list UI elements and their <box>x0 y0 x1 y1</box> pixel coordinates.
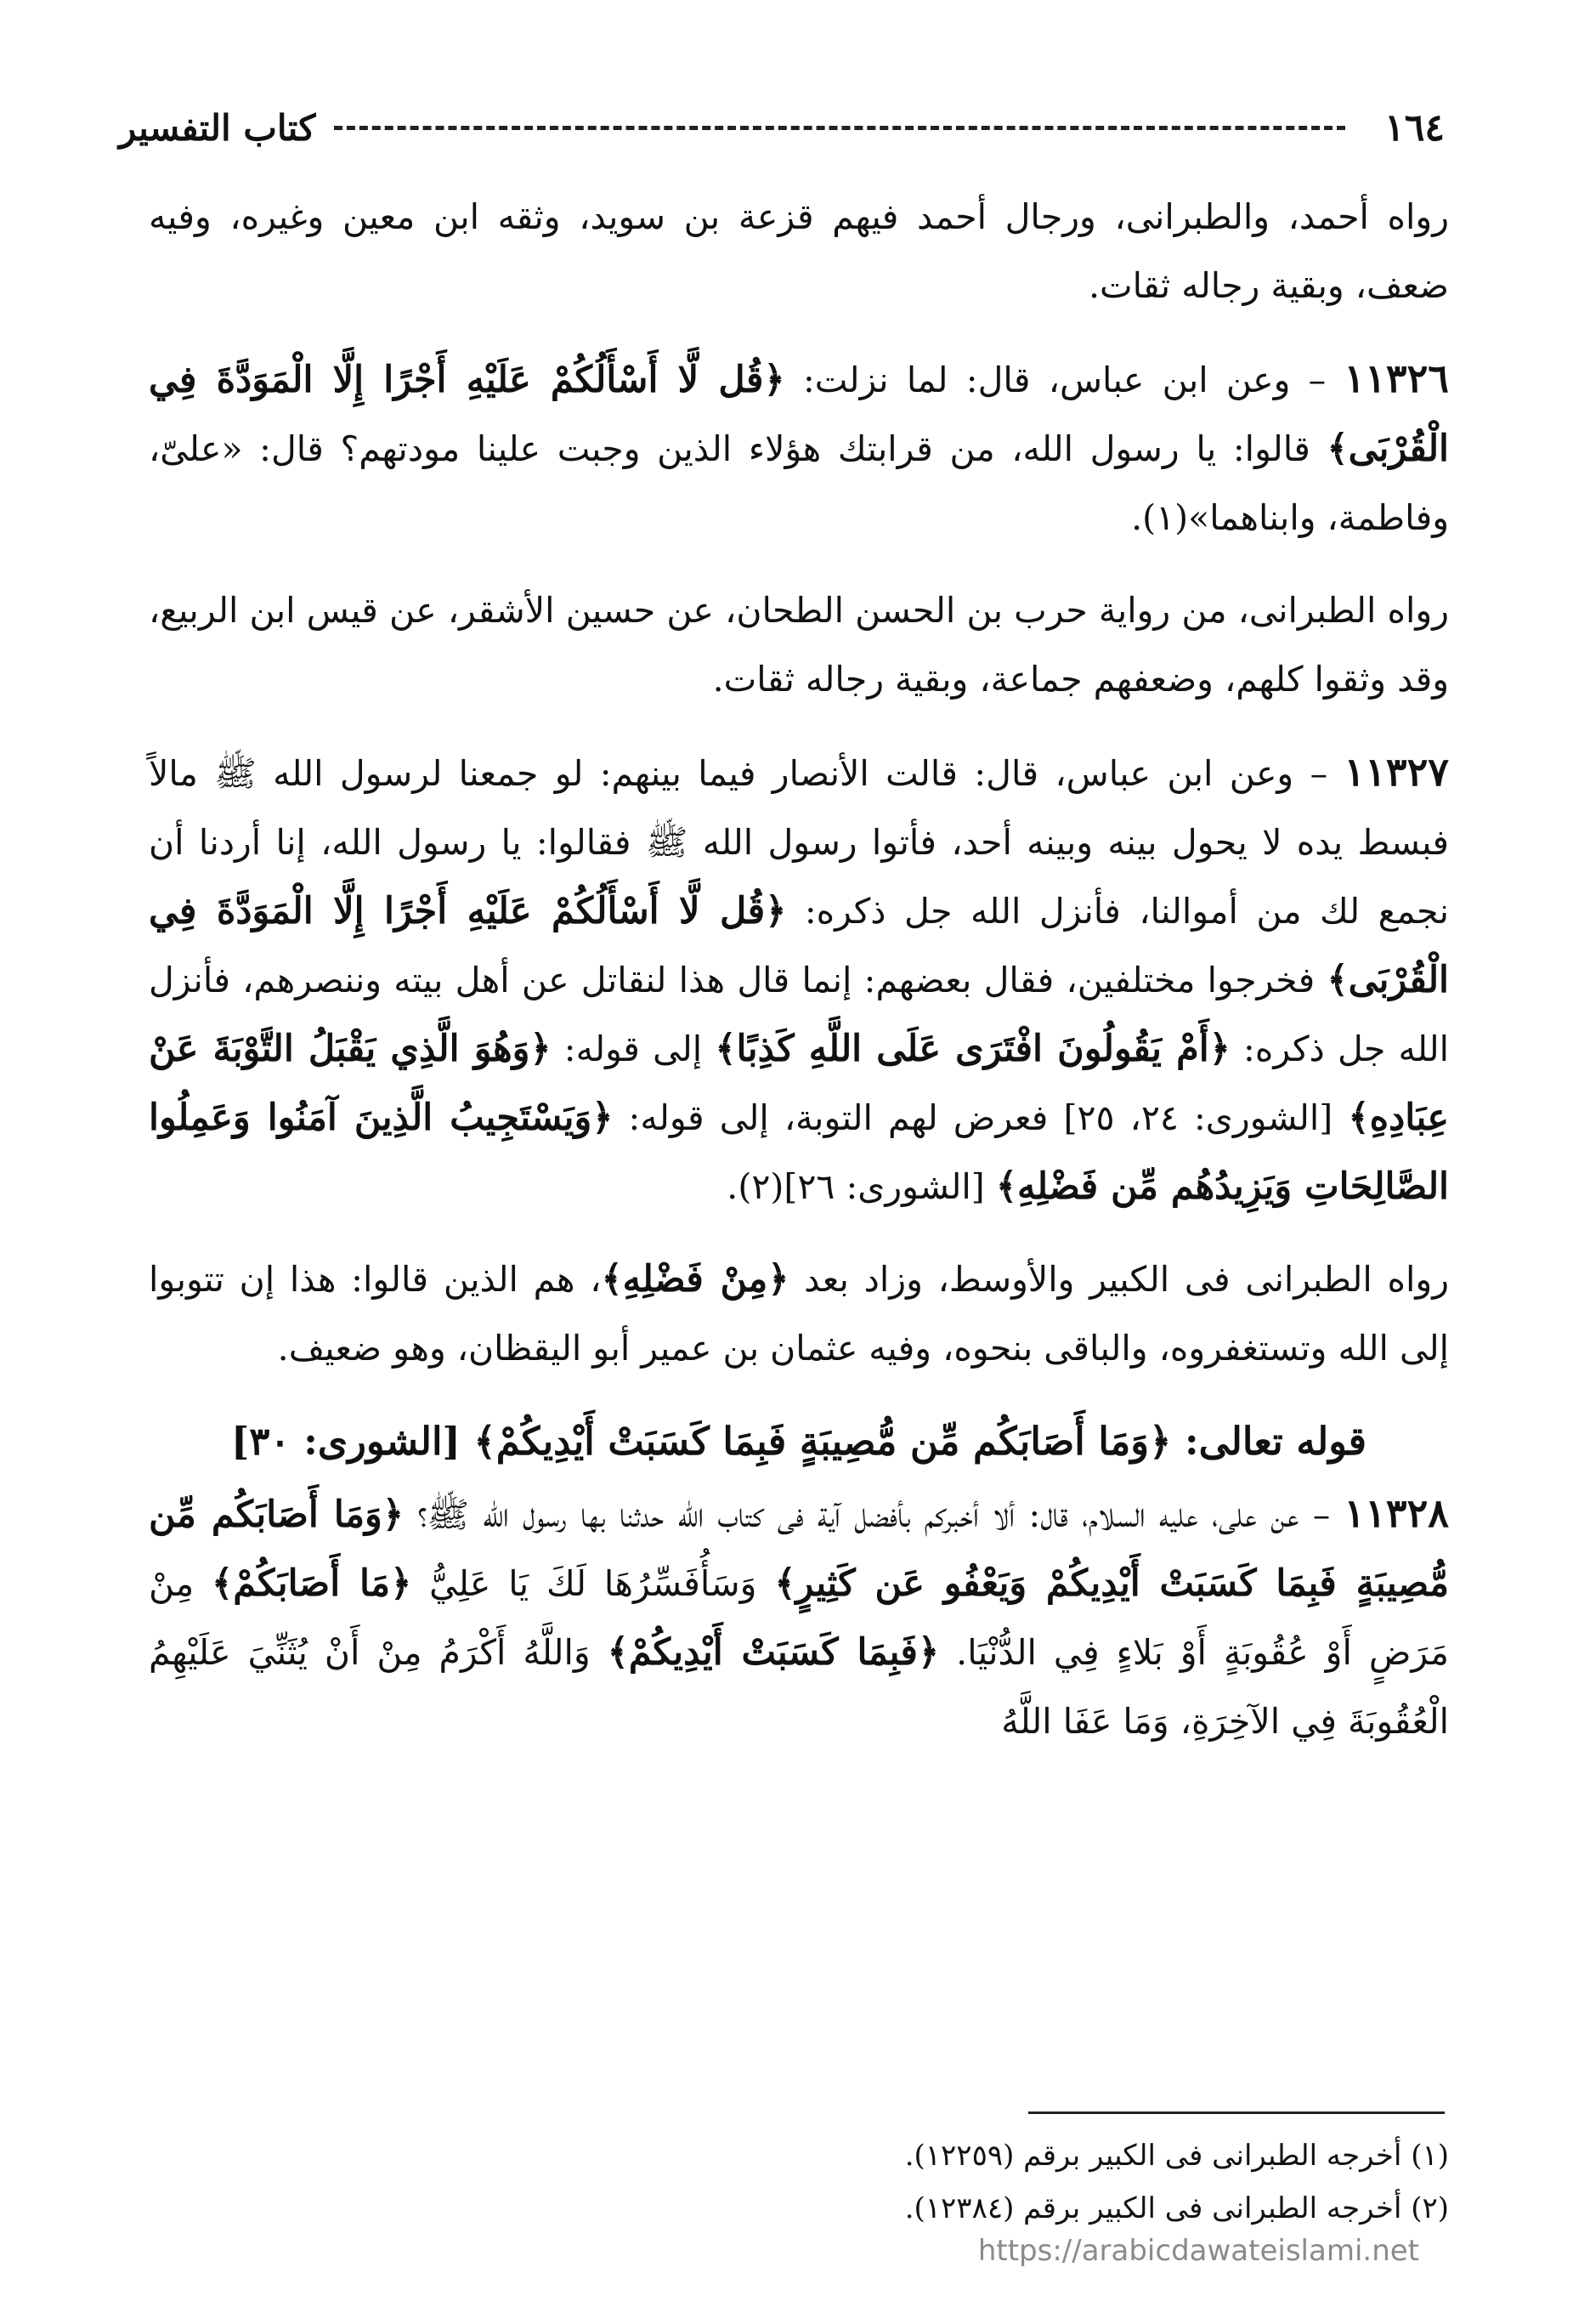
section-heading <box>149 1407 1449 1476</box>
hadith-number: ١١٣٢٧ <box>1344 749 1449 795</box>
hadith-text: وَاللَّهُ أَكْرَمُ مِنْ أَنْ يُثَنِّيَ عَلَيْهِمُ الْعُقُوبَةَ فِي الآخِرَةِ، وَمَا عَفَا اللَّهُ <box>149 1632 1449 1742</box>
quran-verse: ﴿أَمْ يَقُولُونَ افْتَرَى عَلَى اللَّهِ كَذِبًا﴾ <box>715 1028 1231 1070</box>
quran-verse: ﴿مَا أَصَابَكُمْ﴾ <box>212 1562 412 1605</box>
footnote-divider <box>1028 2111 1445 2114</box>
hadith-text: فخرجوا مختلفين، فقال بعضهم: إنما قال هذا لنقاتل عن أهل بيته وننصرهم، فأنزل الله جل ذكره: <box>149 960 1449 1069</box>
paragraph-narration-note <box>149 1245 1449 1383</box>
page-number: ١٦٤ <box>1384 105 1445 150</box>
footnote-2: (٢) أخرجه الطبرانى فى الكبير برقم (١٢٣٨٤). <box>904 2191 1449 2225</box>
watermark-url: https://arabicdawateislami.net <box>977 2234 1419 2268</box>
hadith-text: [الشورى: ٢٤، ٢٥] فعرض لهم التوبة، إلى قوله: <box>613 1097 1349 1138</box>
quran-verse: ﴿قُل لَّا أَسْأَلُكُمْ عَلَيْهِ أَجْرًا إِلَّا الْمَوَدَّةَ فِي الْقُرْبَى﴾ <box>149 890 1449 1001</box>
quran-verse: ﴿وَمَا أَصَابَكُم مِّن مُّصِيبَةٍ فَبِمَا كَسَبَتْ أَيْدِيكُمْ وَيَعْفُو عَن كَثِيرٍ﴾ <box>149 1494 1449 1605</box>
hadith-text: وَسَأُفَسِّرُهَا لَكَ يَا عَلِيُّ <box>411 1563 775 1604</box>
note-text: رواه الطبرانى فى الكبير والأوسط، وزاد بعد <box>789 1259 1450 1300</box>
hadith-text: إلى قوله: <box>551 1029 716 1069</box>
footnote-1: (١) أخرجه الطبرانى فى الكبير برقم (١٢٢٥٩). <box>904 2139 1449 2173</box>
quran-verse: ﴿وَمَا أَصَابَكُم مِّن مُّصِيبَةٍ فَبِمَا كَسَبَتْ أَيْدِيكُمْ﴾ <box>473 1419 1172 1464</box>
heading-text: قوله تعالى: <box>1171 1419 1367 1464</box>
hadith-text: – وعن ابن عباس، قال: لما نزلت: <box>784 360 1344 400</box>
hadith-text: – عن على، عليه السلام، قال: ألا أخبركم بأفضل آية فى كتاب الله حدثنا بها رسول الله ﷺ؟ <box>404 1494 1344 1535</box>
page-body <box>149 183 1449 1780</box>
hadith-text: [الشورى: ٢٦](٢). <box>727 1166 996 1207</box>
quran-verse: ﴿مِنْ فَضْلِهِ﴾ <box>601 1258 789 1301</box>
paragraph-narration-note: رواه الطبرانى، من رواية حرب بن الحسن الطحان، عن حسين الأشقر، عن قيس ابن الربيع، وقد وثقوا كلهم، وضعفهم جماعة، وبقية رجاله ثقات. <box>149 590 1449 700</box>
paragraph-narration-note: رواه أحمد، والطبرانى، ورجال أحمد فيهم قزعة بن سويد، وثقه ابن معين وغيره، وفيه ضعف، وبقية رجاله ثقات. <box>149 196 1449 306</box>
page-header <box>119 102 1445 153</box>
hadith-text: – وعن ابن عباس، قال: قالت الأنصار فيما بينهم: لو جمعنا لرسول الله ﷺ مالاً فبسط يده لا يحول بينه وبينه أحد، فأتوا رسول الله ﷺ فقالوا: يا رسول الله، إنا أردنا أن نجمع لك من أموالنا، فأنزل الله جل ذكره: <box>149 753 1449 932</box>
hadith-number: ١١٣٢٨ <box>1344 1490 1449 1536</box>
hadith-11327 <box>149 738 1449 1222</box>
hadith-11328 <box>149 1479 1449 1756</box>
hadith-text: قالوا: يا رسول الله، من قرابتك هؤلاء الذين وجبت علينا مودتهم؟ قال: «علىّ، وفاطمة، وابناهما»(١). <box>149 428 1449 538</box>
quran-verse: ﴿قُل لَّا أَسْأَلُكُمْ عَلَيْهِ أَجْرًا إِلَّا الْمَوَدَّةَ فِي الْقُرْبَى﴾ <box>149 359 1449 470</box>
heading-text: [الشورى: ٣٠] <box>230 1419 474 1464</box>
quran-verse: ﴿وَهُوَ الَّذِي يَقْبَلُ التَّوْبَةَ عَنْ عِبَادِهِ﴾ <box>149 1028 1449 1139</box>
hadith-text: مِنْ مَرَضٍ أَوْ عُقُوبَةٍ أَوْ بَلاءٍ فِي الدُّنْيَا. <box>149 1563 1449 1673</box>
hadith-number: ١١٣٢٦ <box>1344 355 1449 401</box>
book-title: كتاب التفسير <box>119 106 316 149</box>
header-rule <box>334 126 1345 130</box>
footnotes <box>149 2129 1449 2235</box>
note-text: ، هم الذين قالوا: هذا إن تتوبوا إلى الله وتستغفروه، والباقى بنحوه، وفيه عثمان بن عمير أبو اليقظان، وهو ضعيف. <box>149 1259 1449 1369</box>
quran-verse: ﴿وَيَسْتَجِيبُ الَّذِينَ آمَنُوا وَعَمِلُوا الصَّالِحَاتِ وَيَزِيدُهُم مِّن فَضْلِهِ﴾ <box>149 1097 1449 1208</box>
quran-verse: ﴿فَبِمَا كَسَبَتْ أَيْدِيكُمْ﴾ <box>607 1631 940 1674</box>
hadith-11326 <box>149 344 1449 553</box>
